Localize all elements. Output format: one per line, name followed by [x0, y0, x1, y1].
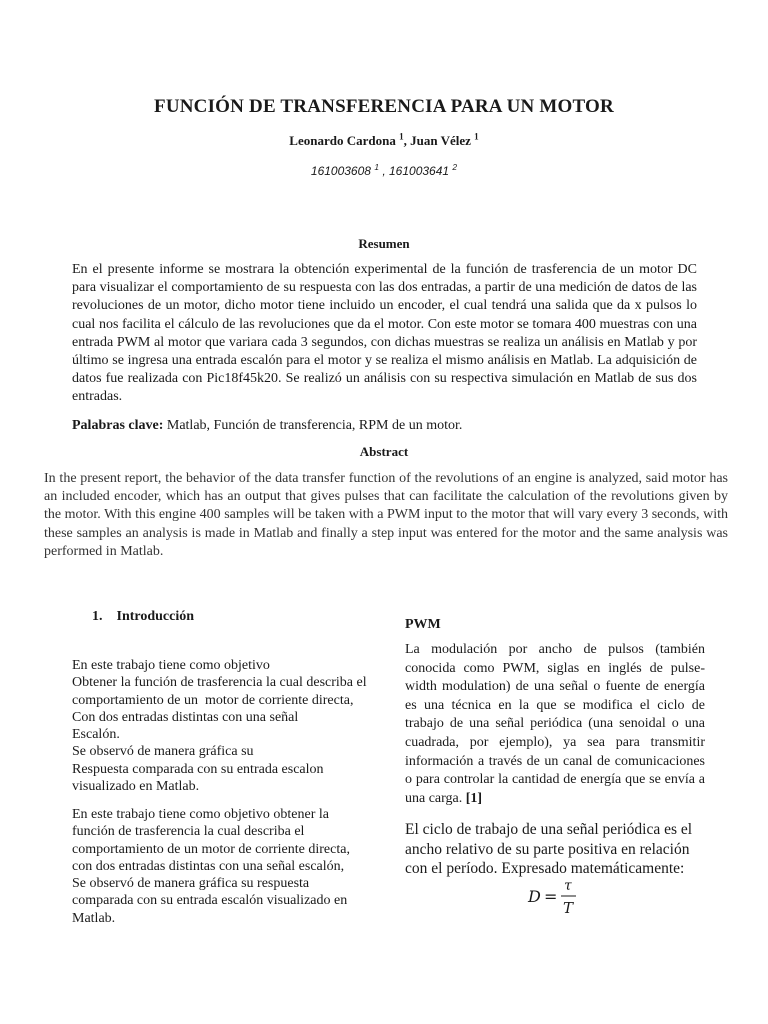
author-2-affiliation: 1	[474, 131, 479, 142]
intro-heading: 1. Introducción	[92, 609, 195, 624]
student-id-separator: ,	[378, 164, 389, 178]
student-ids	[0, 164, 768, 178]
pwm-citation: [1]	[465, 790, 483, 806]
intro-line: función de trasferencia la cual describa el	[72, 824, 305, 840]
duty-cycle-formula	[526, 876, 586, 920]
author-2: Juan Vélez	[410, 133, 471, 148]
keywords	[72, 418, 697, 434]
resumen-heading: Resumen	[358, 236, 410, 251]
intro-line: Se observó de manera gráfica su respuesta	[72, 876, 310, 892]
student-id-2: 161003641	[389, 164, 450, 178]
resumen-body: En el presente informe se mostrara la obtención experimental de la función de trasferencia de un motor DC para visualizar el comportamiento de su respuesta con las dos entradas, a partir de una medición de datos de las revoluciones de un motor, dicho motor tiene incluido un encoder, el cual tendrá una salida que da x pulsos lo cual nos facilita el cálculo de las revoluciones que da el motor. Con este motor se tomara 400 muestras con una entrada PWM al motor que variara cada 3 segundos, con dichas muestras se realiza un análisis en Matlab y por último se ingresa una entrada escalón para el motor y se realiza el mismo análisis en Matlab. La adquisición de datos fue realizada con Pic18f45k20. Se realizó un análisis con su respectiva simulación en Matlab de sus dos entradas.	[72, 262, 697, 405]
formula-numerator: τ	[564, 878, 572, 894]
abstract-heading: Abstract	[359, 444, 409, 459]
author-1-affiliation: 1	[399, 131, 404, 142]
pwm-text: La modulación por ancho de pulsos (también conocida como PWM, siglas en inglés de pulse-width modulation) de una señal o fuente de energía es una técnica en la que se modifica el ciclo de trabajo de una señal periódica (una senoidal o una cuadrada, por ejemplo), ya sea para transmitir información a través de un canal de comunicaciones o para controlar la cantidad de energía que se envía a una carga.	[405, 642, 705, 806]
pwm-heading: PWM	[405, 617, 441, 632]
intro-line: visualizado en Matlab.	[72, 779, 200, 795]
intro-line: Matlab.	[72, 910, 116, 926]
pwm-body	[405, 641, 705, 808]
student-id-1-sup: 1	[374, 162, 379, 172]
intro-line: Se observó de manera gráfica su	[72, 744, 254, 760]
intro-line: comportamiento de un motor de corriente directa,	[72, 841, 350, 857]
intro-line: Escalón.	[72, 727, 120, 743]
intro-line: Obtener la función de trasferencia la cual describa el	[72, 675, 367, 691]
intro-line: comparada con su entrada escalón visualizado en	[72, 893, 348, 909]
author-separator: ,	[403, 133, 411, 148]
formula-equals: =	[544, 887, 558, 906]
abstract-body: In the present report, the behavior of the data transfer function of the revolutions of an engine is analyzed, said motor has an included encoder, which has an output that gives pulses that can facilitate the calculation of the revolutions given by the motor. With this engine 400 samples will be taken with a PWM input to the motor that will vary every 3 seconds, with these samples an analysis is made in Matlab and finally a step input was entered for the motor and the same analysis was performed in Matlab.	[44, 471, 728, 559]
intro-line: En este trabajo tiene como objetivo	[72, 658, 270, 673]
paper-title: FUNCIÓN DE TRANSFERENCIA PARA UN MOTOR	[154, 96, 614, 117]
intro-line: En este trabajo tiene como objetivo obtener la	[72, 807, 329, 822]
formula-lhs: D	[528, 887, 541, 906]
keywords-text: Matlab, Función de transferencia, RPM de un motor.	[163, 418, 463, 433]
intro-line: con dos entradas distintas con una señal escalón,	[72, 858, 345, 874]
student-id-2-sup: 2	[452, 162, 458, 172]
student-id-1: 161003608	[310, 164, 371, 178]
intro-paragraph-2	[72, 806, 372, 927]
formula-denominator: T	[563, 899, 574, 917]
author-1: Leonardo Cardona	[289, 133, 396, 148]
intro-paragraph-1	[72, 657, 372, 795]
author-line	[0, 133, 768, 149]
intro-line: Respuesta comparada con su entrada escalon	[72, 761, 324, 777]
intro-line: Con dos entradas distintas con una señal	[72, 709, 299, 725]
keywords-label: Palabras clave:	[72, 418, 164, 433]
intro-line: comportamiento de un motor de corriente directa,	[72, 692, 354, 708]
duty-cycle-paragraph: El ciclo de trabajo de una señal periódica es el ancho relativo de su parte positiva en relación con el período. Expresado matemáticamente:	[405, 821, 693, 877]
